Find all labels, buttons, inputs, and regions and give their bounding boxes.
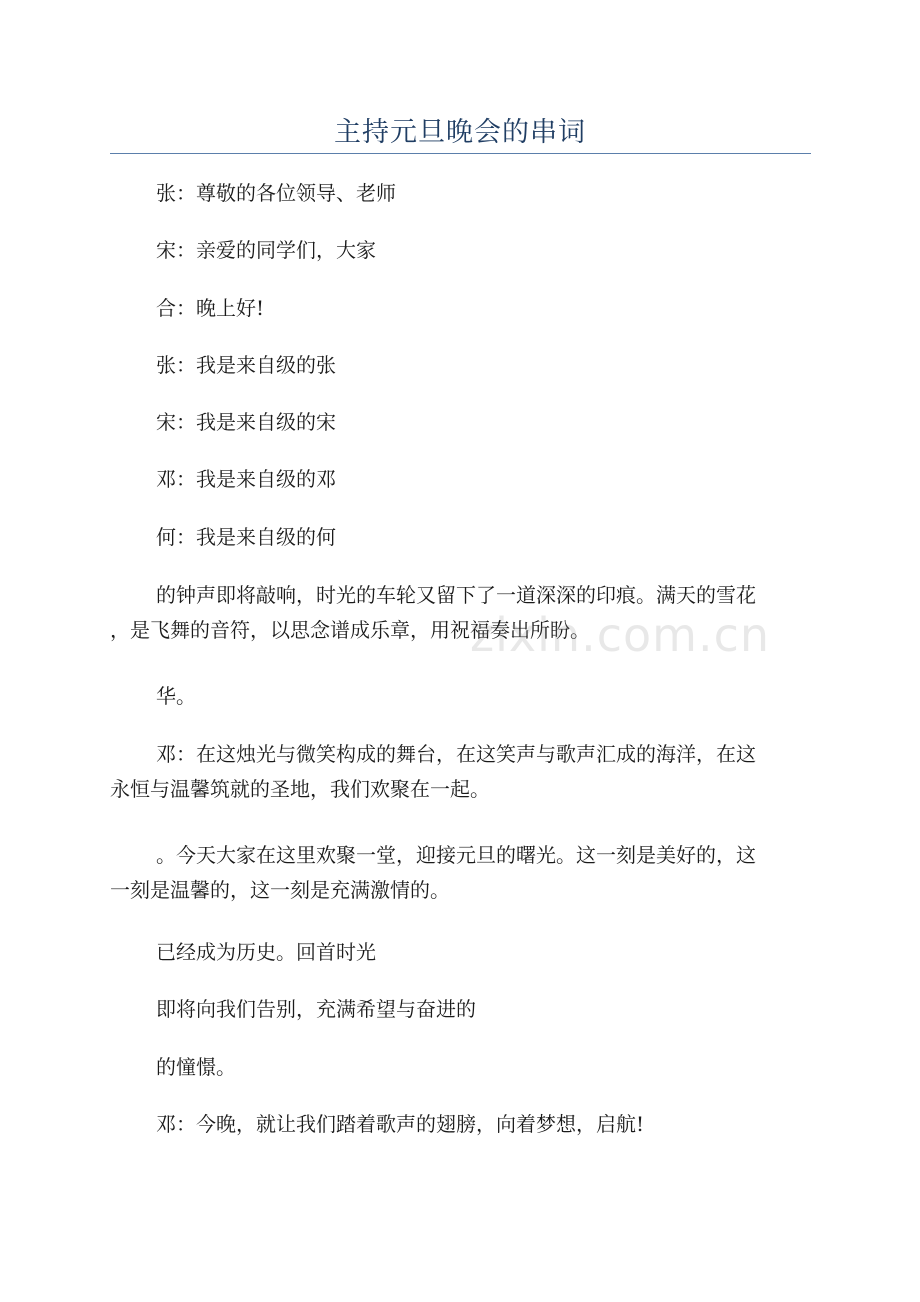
paragraph-line: 即将向我们告别，充满希望与奋进的 <box>156 997 476 1021</box>
paragraph-line: 宋：亲爱的同学们，大家 <box>156 238 376 262</box>
title-underline <box>110 153 811 154</box>
paragraph <box>110 838 810 908</box>
paragraph <box>110 462 810 497</box>
paragraph-line: 华。 <box>156 684 196 708</box>
paragraph <box>110 1050 810 1085</box>
paragraph-line: 合：晚上好! <box>156 296 265 320</box>
paragraph <box>110 679 810 714</box>
paragraph-line: 邓：今晚，就让我们踏着歌声的翅膀，向着梦想，启航! <box>156 1112 645 1136</box>
paragraph <box>110 737 810 807</box>
paragraph-line: 已经成为历史。回首时光 <box>156 940 376 964</box>
paragraph <box>110 291 810 326</box>
paragraph <box>110 348 810 383</box>
paragraph-line: 宋：我是来自级的宋 <box>156 410 336 434</box>
paragraph-line: 一刻是温馨的，这一刻是充满激情的。 <box>110 878 450 902</box>
watermark: zixin.com.cn <box>470 608 771 662</box>
paragraph <box>110 176 810 211</box>
page-title: 主持元旦晚会的串词 <box>334 117 586 148</box>
paragraph-line: ，是飞舞的音符，以思念谱成乐章，用祝福奏出所盼。 <box>110 618 590 642</box>
paragraph <box>110 520 810 555</box>
paragraph <box>110 233 810 268</box>
paragraph <box>110 1107 810 1142</box>
paragraph-line: 的憧憬。 <box>156 1055 236 1079</box>
paragraph-line: 何：我是来自级的何 <box>156 525 336 549</box>
paragraph-line: 的钟声即将敲响，时光的车轮又留下了一道深深的印痕。满天的雪花 <box>156 583 756 607</box>
paragraph-line: 邓：我是来自级的邓 <box>156 467 336 491</box>
paragraph-line: 永恒与温馨筑就的圣地，我们欢聚在一起。 <box>110 777 490 801</box>
paragraph-line: 。今天大家在这里欢聚一堂，迎接元旦的曙光。这一刻是美好的，这 <box>156 843 756 867</box>
paragraph-line: 张：我是来自级的张 <box>156 353 336 377</box>
paragraph-line: 张：尊敬的各位领导、老师 <box>156 181 396 205</box>
paragraph-line: 邓：在这烛光与微笑构成的舞台，在这笑声与歌声汇成的海洋，在这 <box>156 742 756 766</box>
paragraph <box>110 992 810 1027</box>
paragraph <box>110 405 810 440</box>
paragraph <box>110 935 810 970</box>
